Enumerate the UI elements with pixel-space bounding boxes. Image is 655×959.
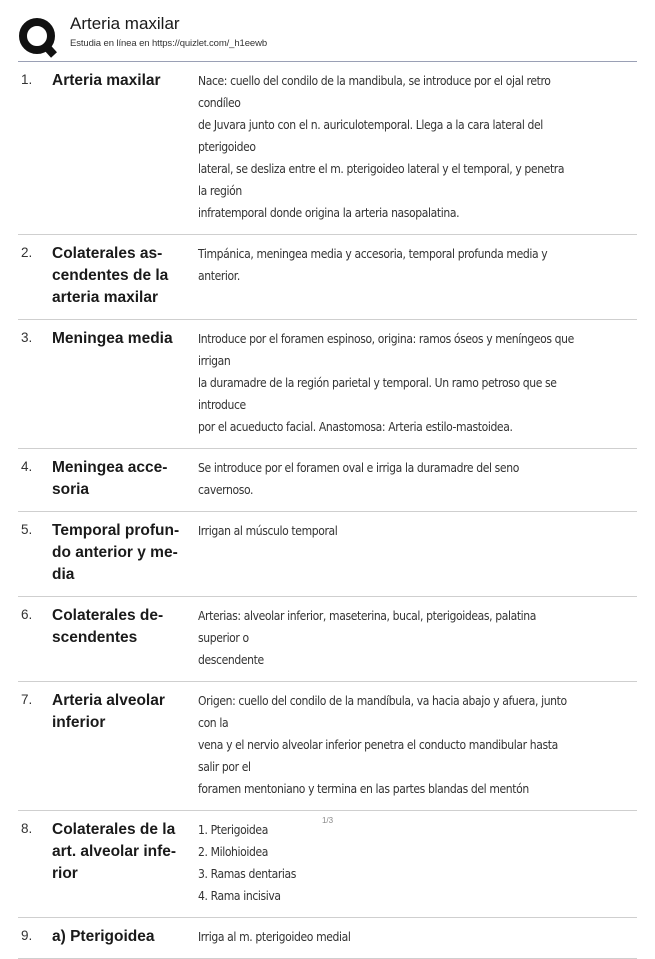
flashcard-row	[18, 682, 637, 811]
definition-line: Introduce por el foramen espinoso, origina: ramos óseos y meníngeos que irrigan	[198, 331, 574, 368]
definition-line: Irriga al m. pterigoideo medial	[198, 929, 351, 944]
definition-line: vena y el nervio alveolar inferior penetra el conducto mandibular hasta salir por el	[198, 737, 558, 774]
card-definition	[198, 457, 576, 501]
card-term: a) Pterigoidea	[52, 928, 155, 945]
definition-line: infratemporal donde origina la arteria nasopalatina.	[198, 205, 460, 220]
definition-line: 3. Ramas dentarias	[198, 866, 297, 881]
flashcard-row	[18, 62, 637, 235]
page-title: Arteria maxilar	[70, 14, 180, 33]
card-definition	[198, 926, 576, 948]
definition-line: Irrigan al músculo temporal	[198, 523, 338, 538]
definition-line: 2. Milohioidea	[198, 844, 269, 859]
definition-line: Origen: cuello del condilo de la mandíbula, va hacia abajo y afuera, junto con la	[198, 693, 567, 730]
definition-line: Arterias: alveolar inferior, maseterina, bucal, pterigoideas, palatina superior o	[198, 608, 537, 645]
card-term: Temporal profun- do anterior y me- dia	[52, 522, 180, 583]
page-header	[18, 14, 267, 58]
definition-line: 1. Pterigoidea	[198, 822, 268, 837]
card-term: Meningea acce- soria	[52, 459, 168, 498]
card-number: 3.	[21, 330, 33, 345]
card-term: Colaterales as- cendentes de la arteria maxilar	[52, 245, 169, 306]
flashcard-row	[18, 918, 637, 959]
card-definition	[198, 328, 576, 438]
card-definition	[198, 520, 576, 586]
definition-line: por el acueducto facial. Anastomosa: Arteria estilo-mastoidea.	[198, 419, 513, 434]
flashcard-row	[18, 320, 637, 449]
card-number: 7.	[21, 692, 33, 707]
card-definition	[198, 70, 576, 224]
card-term: Colaterales de la art. alveolar infe- rior	[52, 821, 177, 882]
definition-line: Nace: cuello del condilo de la mandibula, se introduce por el ojal retro condíleo	[198, 73, 551, 110]
card-number: 6.	[21, 607, 33, 622]
card-number: 2.	[21, 245, 33, 260]
definition-line: lateral, se desliza entre el m. pterigoideo lateral y el temporal, y penetra la región	[198, 161, 565, 198]
definition-line: foramen mentoniano y termina en las partes blandas del mentón	[198, 781, 529, 796]
flashcard-row	[18, 449, 637, 512]
definition-line: Timpánica, meningea media y accesoria, temporal profunda media y anterior.	[198, 246, 548, 283]
card-definition	[198, 690, 576, 800]
flashcard-row	[18, 597, 637, 682]
card-definition	[198, 605, 576, 671]
flashcard-row	[18, 235, 637, 320]
card-definition	[198, 819, 576, 907]
card-number: 1.	[21, 72, 33, 87]
page-subtitle: Estudia en línea en https://quizlet.com/_h1eewb	[70, 38, 268, 49]
definition-line: descendente	[198, 652, 264, 667]
card-number: 9.	[21, 928, 33, 943]
definition-line: de Juvara junto con el n. auriculotemporal. Llega a la cara lateral del pterigoideo	[198, 117, 543, 154]
quizlet-logo-icon	[18, 17, 58, 57]
card-number: 8.	[21, 821, 33, 836]
card-term: Arteria alveolar inferior	[52, 692, 165, 731]
definition-line: Se introduce por el foramen oval e irriga la duramadre del seno cavernoso.	[198, 460, 519, 497]
card-term: Meningea media	[52, 330, 173, 347]
page-number: 1/3	[321, 816, 334, 825]
definition-line: 4. Rama incisiva	[198, 888, 281, 903]
flashcard-row	[18, 811, 637, 918]
card-definition	[198, 243, 576, 309]
card-term: Arteria maxilar	[52, 72, 161, 89]
card-number: 5.	[21, 522, 33, 537]
definition-line: la duramadre de la región parietal y temporal. Un ramo petroso que se introduce	[198, 375, 557, 412]
flashcard-row	[18, 512, 637, 597]
header-text	[70, 14, 267, 51]
card-number: 4.	[21, 459, 33, 474]
card-term: Colaterales de- scendentes	[52, 607, 164, 646]
